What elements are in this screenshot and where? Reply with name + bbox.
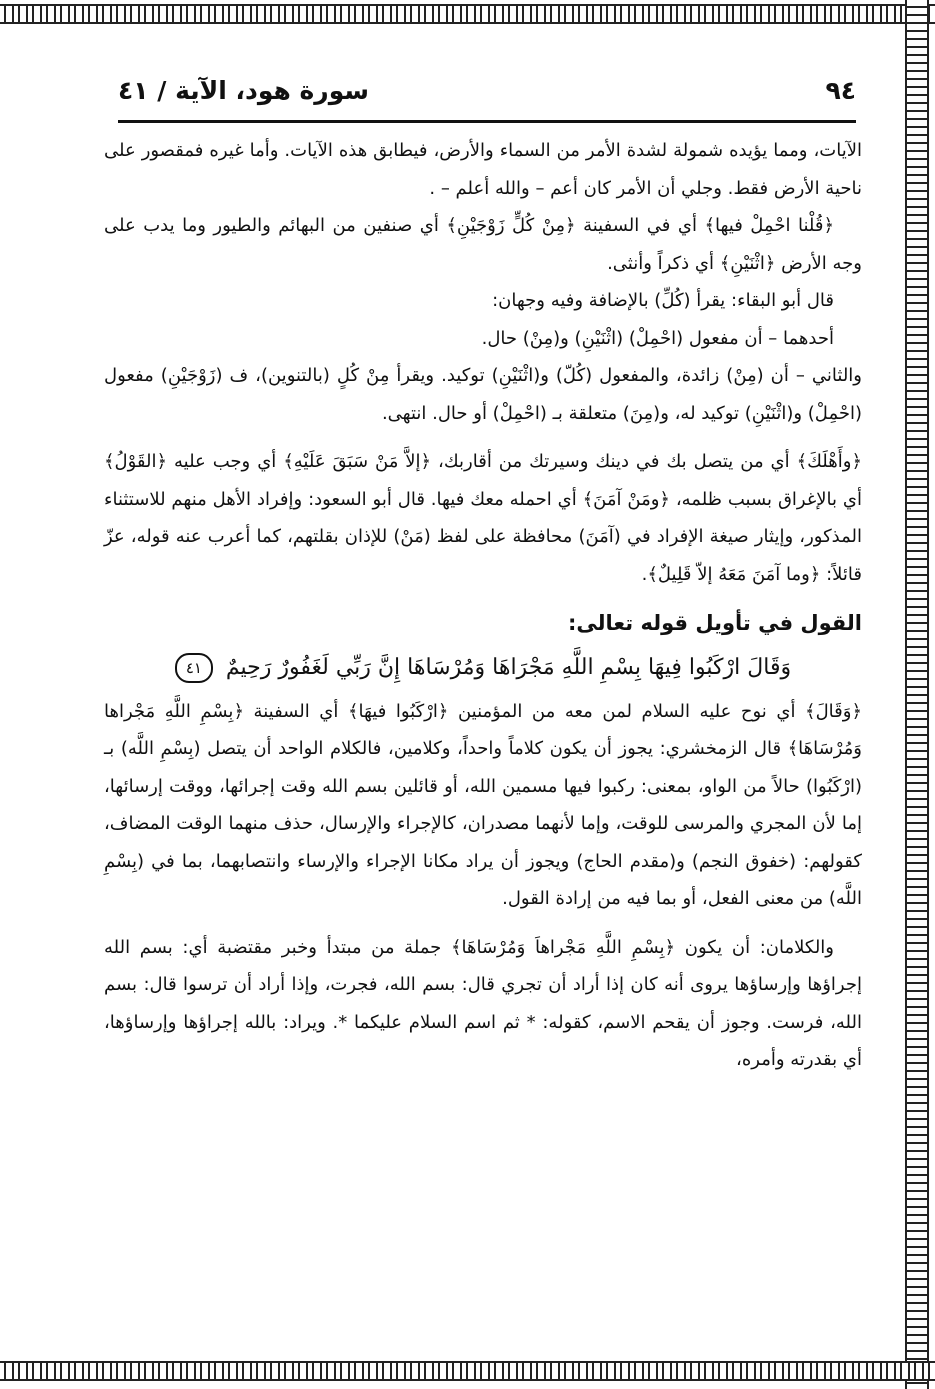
verse-number-badge: ٤١ (175, 653, 213, 683)
page-number: ٩٤ (825, 76, 856, 105)
section-heading: القول في تأويل قوله تعالى: (568, 611, 862, 635)
running-head: سورة هود، الآية / ٤١ (118, 76, 369, 105)
paragraph-2: ﴿قُلْنا احْمِلْ فيها﴾ أي في السفينة ﴿مِنْ كُلٍّ زَوْجَيْنِ﴾ أي صنفين من البهائم والطيور وما يدب على وجه الأرض ﴿اثْنَيْنِ﴾ أي ذكراً وأنثى. (104, 215, 862, 274)
verse-text: وَقَالَ ارْكَبُوا فِيهَا بِسْمِ اللَّهِ مَجْرَاهَا وَمُرْسَاهَا إِنَّ رَبِّي لَغَفُورٌ رَحِيمٌ (225, 654, 792, 680)
paragraph-8: والكلامان: أن يكون ﴿بِسْمِ اللَّهِ مَجْراهاَ وَمُرْسَاهَا﴾ جملة من مبتدأ وخبر مقتضبة أي: بسم الله إجراؤها وإرساؤها يروى أنه كان إذا أراد أن تجري قال: بسم الله، فجرت، وإذا أراد أن ترسوا قال: بسم الله، فرست. وجوز أن يقحم الاسم، كقوله: * ثم اسم السلام عليكما *. ويراد: بالله إجراؤها وإرساؤها، أي بقدرته وأمره، (104, 936, 862, 1070)
page-body (104, 132, 862, 1079)
paragraph-1: الآيات، ومما يؤيده شمولة لشدة الأمر من السماء والأرض، فيطابق هذه الآيات. وأما غيره فمقصور على ناحية الأرض فقط. وجلي أن الأمر كان أعم – والله أعلم – . (104, 140, 862, 199)
paragraph-3: قال أبو البقاء: يقرأ (كُلِّ) بالإضافة وفيه وجهان: (492, 290, 834, 311)
paragraph-5: والثاني – أن (مِنْ) زائدة، والمفعول (كُلّ) و(اثْنَيْنِ) توكيد. ويقرأ مِنْ كُلٍ (بالتنوين)، ف (زَوْجَيْنِ) مفعول (احْمِلْ) و(اثْنَيْنِ) توكيد له، و(مِنَ) متعلقة بـ (احْمِلْ) أو حال. انتهى. (104, 365, 862, 424)
ornamental-border-right (905, 0, 929, 1389)
paragraph-7: ﴿وَقَالَ﴾ أي نوح عليه السلام لمن معه من المؤمنين ﴿ارْكَبُوا فيهَا﴾ أي السفينة ﴿بِسْمِ اللَّهِ مَجْراها وَمُرْسَاهَا﴾ قال الزمخشري: يجوز أن يكون كلاماً واحداً، وكلامين، فالكلام الواحد أن يتصل (بِسْمِ اللَّه) بـ (ارْكَبُوا) حالاً من الواو، بمعنى: ركبوا فيها مسمين الله، أو قائلين بسم الله وقت إجرائها، ووقت إرسائها، إما لأن المجري والمرسى للوقت، وإما لأنهما مصدران، كالإجراء والإرسال، حذف منهما الوقت المضاف، كقولهم: (خفوق النجم) و(مقدم الحاج) ويجوز أن يراد مكانا الإجراء والإرساء وانتصابهما، بما في (بِسْمِ اللَّه) من معنى الفعل، أو بما فيه من إرادة القول. (104, 700, 862, 909)
ornamental-border-bottom (0, 1361, 935, 1381)
paragraph-4: أحدهما – أن مفعول (احْمِلْ) (اثْنَيْنِ) و(مِنْ) حال. (481, 327, 834, 349)
page-header (118, 70, 856, 123)
paragraph-6: ﴿وأَهْلَكَ﴾ أي من يتصل بك في دينك وسيرتك من أقاربك، ﴿إلاَّ مَنْ سَبَقَ عَلَيْهِ﴾ أي وجب عليه ﴿القَوْلُ﴾ أي بالإغراق بسبب ظلمه، ﴿ومَنْ آمَنَ﴾ أي احمله معك فيها. قال أبو السعود: وإفراد الأهل منهم للاستثناء المذكور، وإيثار صيغة الإفراد في (آمَنَ) محافظة على لفظ (مَنْ) للإذان بقلتهم، كما أعرب عنه قوله، عزّ قائلاً: ﴿وما آمَنَ مَعَهُ إلاّ قَلِيلٌ﴾. (104, 451, 862, 585)
quran-verse (104, 643, 862, 693)
ornamental-border-top (0, 4, 935, 24)
